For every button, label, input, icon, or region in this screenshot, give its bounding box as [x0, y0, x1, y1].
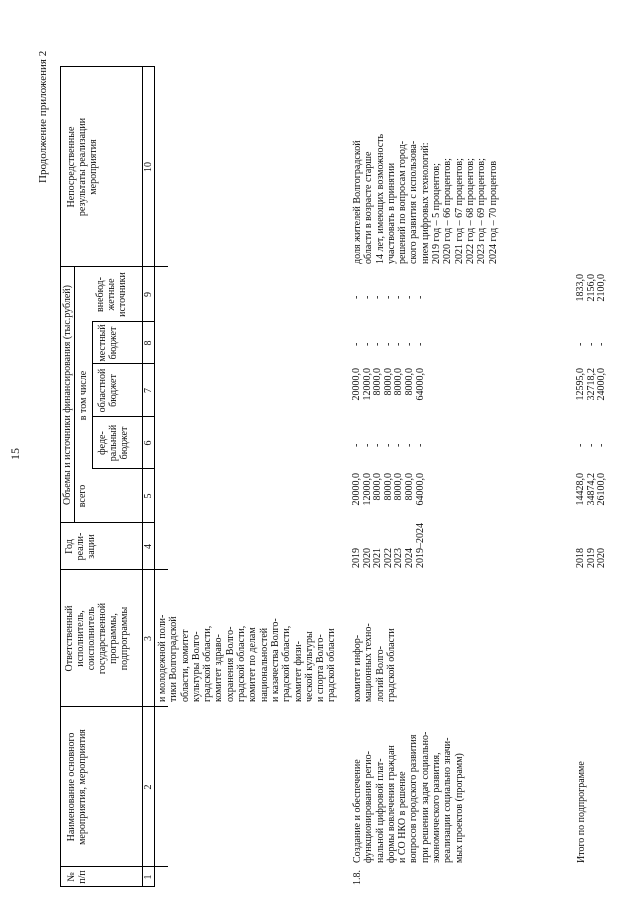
header-total: всего — [77, 484, 88, 508]
header-funding: Объемы и источники финансирования (тыс.рублей) — [62, 285, 73, 505]
total-regional: 12595,0 32718,2 24000,0 — [575, 368, 608, 401]
header-name: Наименование основного мероприятия, мероприятия — [66, 729, 88, 845]
col-num-2: 2 — [143, 784, 154, 790]
total-local: - - - — [575, 342, 608, 346]
header-regional: областной бюджет — [97, 368, 119, 413]
col-num-1: 1 — [143, 874, 154, 880]
row-extra: - - - - - - - — [351, 295, 426, 299]
row-federal: - - - - - - - — [351, 443, 426, 447]
header-year: Год реали- зации — [64, 532, 97, 561]
total-years: 2018 2019 2020 — [575, 548, 608, 568]
header-extra: внебюд- жетные источники — [95, 272, 128, 317]
continuation-label: Продолжение приложения 2 — [37, 50, 49, 183]
col-num-10: 10 — [143, 162, 154, 172]
row-result: доля жителей Волгоградской области в возрасте старше 14 лет, имеющих возможность участвовать в принятии решений по вопросам город- ского развития с использова- нием цифровых технологий: 2019 год – 5 процентов; 2020 год – 66 процентов; 2021 год – 67 процентов; 2022 год – 68 процентов; 2023 год – 69 процентов; 2024 год – 70 процентов — [352, 133, 499, 264]
col-num-7: 7 — [143, 388, 154, 393]
row-regional: 20000,0 12000,0 8000,0 8000,0 8000,0 8000,0 64000,0 — [351, 368, 426, 401]
col-num-9: 9 — [143, 292, 154, 297]
col-num-6: 6 — [143, 440, 154, 446]
row-number: 1.8. — [352, 870, 363, 885]
header-no: № п/п — [66, 870, 88, 884]
row-local: - - - - - - - — [351, 342, 426, 346]
col-num-5: 5 — [143, 493, 154, 499]
row-name: Создание и обеспечение функционирования регио- нальной цифровой плат- формы вовлечения граждан и СО НКО в решение вопросов городского развития при решении задач социально- экономического развития, реализации социально значи- мых проектов (программ) — [352, 731, 465, 863]
col-num-4: 4 — [143, 544, 154, 549]
header-result: Непосредственные результаты реализации мероприятия — [66, 117, 99, 217]
row-total: 20000,0 12000,0 8000,0 8000,0 8000,0 8000,0 64000,0 — [351, 473, 426, 506]
total-federal: - - - — [575, 443, 608, 447]
executor-continuation: и молодежной поли- тики Волгоградской области, комитет культуры Волго- градской области, комитет здраво- охранения Волго- градской области, комитет по делам национальностей и казачества Волго- градской области, комитет физи- ческой культуры и спорта Волго- градской области — [157, 614, 338, 702]
total-label: Итого по подпрограмме — [576, 761, 587, 863]
row-executor: комитет инфор- мационных техно- логий Волго- градской области — [352, 623, 397, 702]
header-incl: в том числе — [78, 370, 89, 421]
col-num-3: 3 — [143, 636, 154, 641]
total-total: 14428,0 34874,2 26100,0 — [575, 473, 608, 506]
col-num-8: 8 — [143, 340, 154, 346]
row-years: 2019 2020 2021 2022 2023 2024 2019–2024 — [351, 523, 426, 568]
total-extra: 1833,0 2156,0 2100,0 — [575, 274, 608, 302]
header-executor: Ответственный исполнитель, соисполнитель государственной программы, подпрограммы — [64, 602, 130, 675]
header-federal: феде- ральный бюджет — [97, 424, 130, 462]
header-local: местный бюджет — [97, 324, 119, 362]
page-number: 15 — [8, 448, 22, 460]
